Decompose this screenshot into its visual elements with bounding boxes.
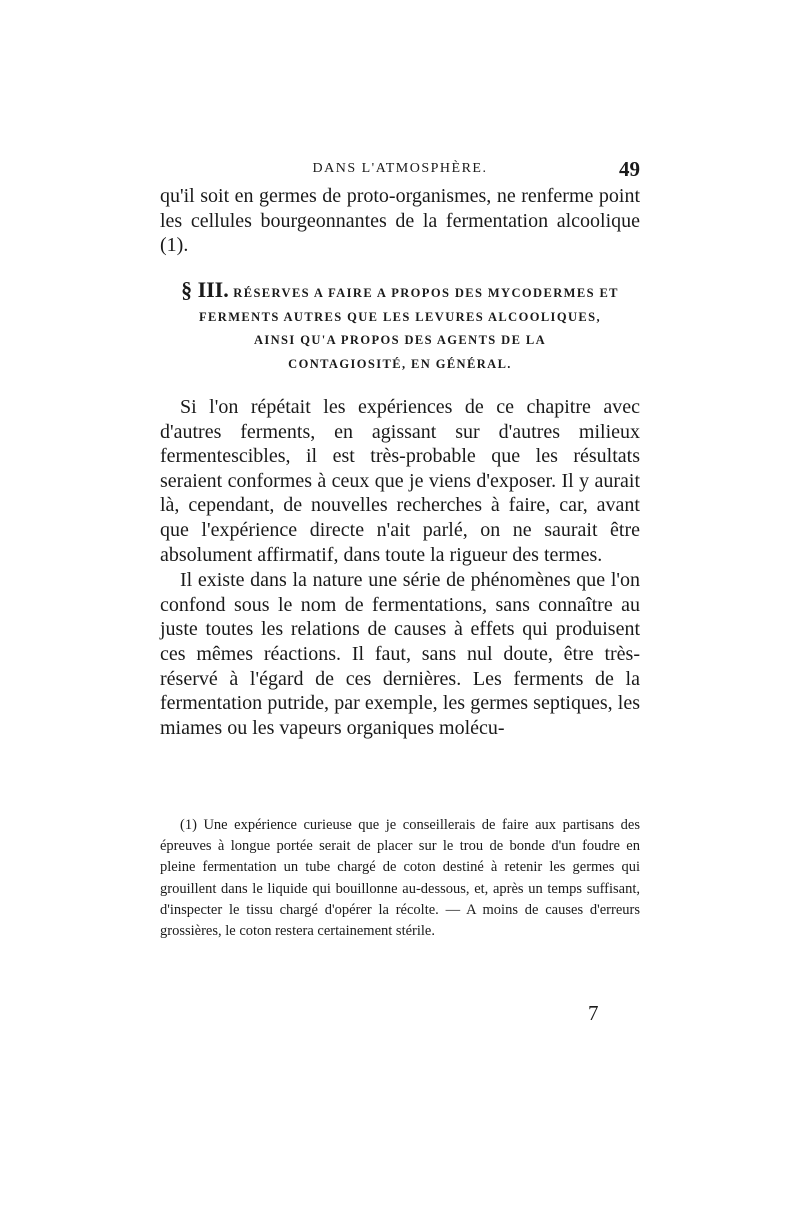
section-title-line-1: RÉSERVES A FAIRE A PROPOS DES MYCODERMES ET bbox=[233, 286, 619, 300]
running-title: DANS L'ATMOSPHÈRE. bbox=[312, 161, 488, 176]
signature-mark: 7 bbox=[588, 1001, 599, 1025]
page-number: 49 bbox=[619, 157, 640, 181]
section-title-line-3: AINSI QU'A PROPOS DES AGENTS DE LA bbox=[253, 333, 547, 347]
intro-paragraph bbox=[160, 184, 640, 258]
section-title-line-2: FERMENTS AUTRES QUE LES LEVURES ALCOOLIQUES, bbox=[199, 309, 601, 324]
footnote-text: (1) Une expérience curieuse que je conseillerais de faire aux partisans des épreuves à longue portée serait de placer sur le trou de bonde d'un foudre en pleine fermentation un tube chargé de coton destiné à retenir les germes qui grouillent dans le liquide qui bouillonne au-dessous, et, après un temps suffisant, d'inspecter le tissu chargé d'opérer la récolte. — A moins de causes d'erreurs grossières, le coton restera certainement stérile. bbox=[160, 817, 640, 940]
section-heading-line-1 bbox=[160, 278, 640, 306]
main-text bbox=[160, 395, 640, 740]
section-title-line-4: CONTAGIOSITÉ, EN GÉNÉRAL. bbox=[288, 356, 512, 371]
intro-text: qu'il soit en germes de proto-organismes, ne renferme point les cellules bourgeonnantes de la fermentation alcoolique (1). bbox=[160, 185, 640, 257]
paragraph-1: Si l'on répétait les expériences de ce chapitre avec d'autres ferments, en agissant sur d'autres milieux fermentescibles, il est très-probable que les résultats seraient conformes à ceux que je viens d'exposer. Il y aurait là, cependant, de nouvelles recherches à faire, car, avant que l'expérience directe n'ait parlé, on ne saurait être absolument affirmatif, dans toute la rigueur des termes. bbox=[160, 396, 640, 566]
section-heading bbox=[160, 278, 640, 376]
section-mark: § III. bbox=[181, 277, 229, 302]
footnote bbox=[160, 815, 640, 942]
running-head bbox=[160, 157, 640, 181]
paragraph-2: Il existe dans la nature une série de phénomènes que l'on confond sous le nom de fermentations, sans connaître au juste toutes les relations de causes à effets qui produisent ces mêmes réactions. Il faut, sans nul doute, être très-réservé à l'égard de ces dernières. Les ferments de la fermentation putride, par exemple, les germes septiques, les miames ou les vapeurs organiques molécu- bbox=[160, 569, 640, 739]
